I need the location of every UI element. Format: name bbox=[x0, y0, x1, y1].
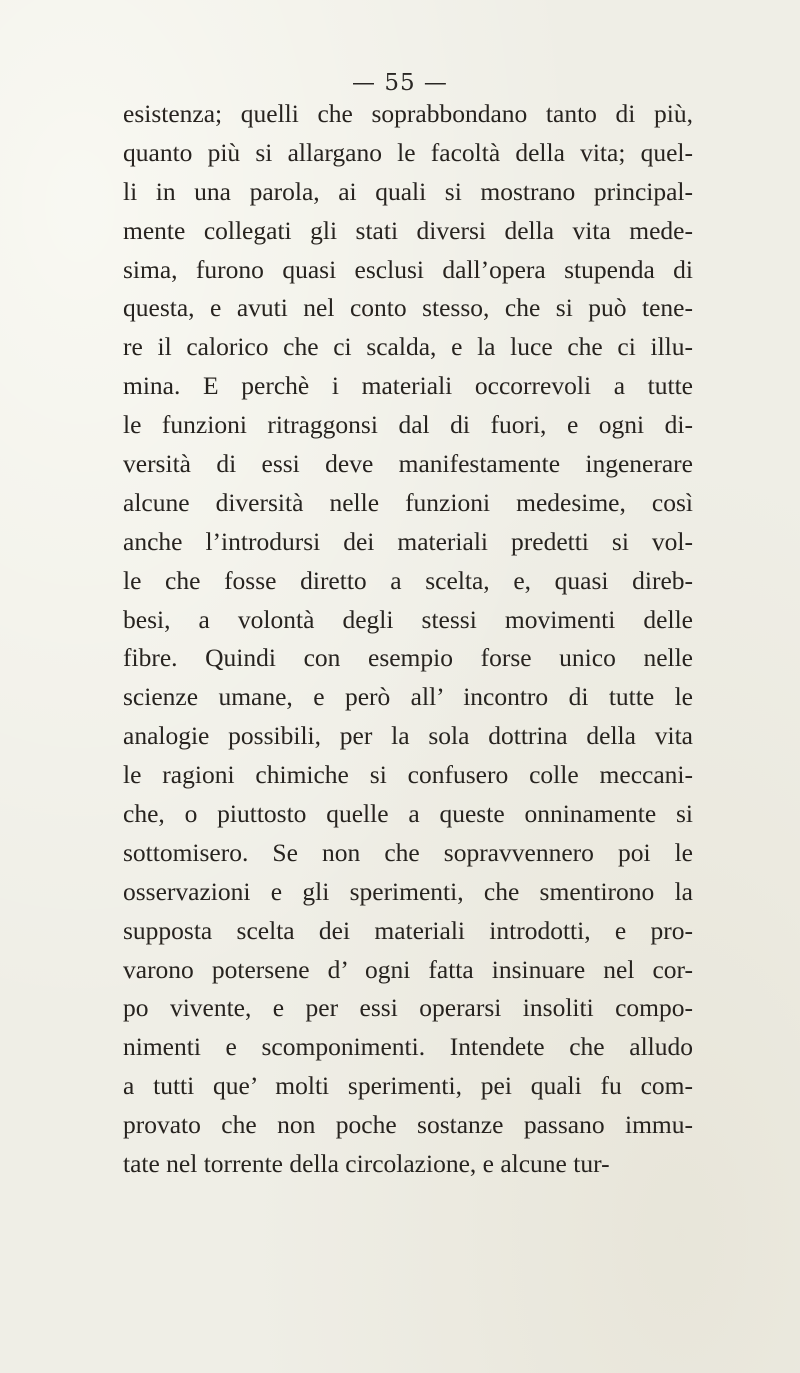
text-line: questa, e avuti nel conto stesso, che si può tene- bbox=[123, 293, 693, 323]
text-line: li in una parola, ai quali si mostrano principal- bbox=[123, 176, 693, 206]
text-line: mina. E perchè i materiali occorrevoli a tutte bbox=[123, 371, 693, 401]
text-line: mente collegati gli stati diversi della vita mede- bbox=[123, 215, 693, 245]
text-line: tate nel torrente della circolazione, e alcune tur- bbox=[123, 1149, 610, 1179]
text-line: varono potersene d’ ogni fatta insinuare nel cor- bbox=[123, 954, 693, 984]
text-line: alcune diversità nelle funzioni medesime, così bbox=[123, 487, 693, 517]
text-line: che, o piuttosto quelle a queste onninamente si bbox=[123, 799, 693, 829]
text-line: sima, furono quasi esclusi dall’opera stupenda di bbox=[123, 254, 693, 284]
text-line: le che fosse diretto a scelta, e, quasi direb- bbox=[123, 565, 693, 595]
text-line: sottomisero. Se non che sopravvennero poi le bbox=[123, 837, 693, 867]
text-line: osservazioni e gli sperimenti, che smentirono la bbox=[123, 876, 693, 906]
text-line: re il calorico che ci scalda, e la luce che ci illu- bbox=[123, 332, 693, 362]
text-line: quanto più si allargano le facoltà della vita; quel- bbox=[123, 137, 693, 167]
text-line: nimenti e scomponimenti. Intendete che alludo bbox=[123, 1032, 693, 1062]
text-line: versità di essi deve manifestamente ingenerare bbox=[123, 449, 693, 479]
text-line: provato che non poche sostanze passano immu- bbox=[123, 1110, 693, 1140]
text-line: anche l’introdursi dei materiali predetti si vol- bbox=[123, 526, 693, 556]
text-line: po vivente, e per essi operarsi insoliti compo- bbox=[123, 993, 693, 1023]
page-number: — 55 — bbox=[352, 70, 448, 96]
text-line: le ragioni chimiche si confusero colle meccani- bbox=[123, 760, 693, 790]
text-line: supposta scelta dei materiali introdotti, e pro- bbox=[123, 915, 693, 945]
body-text bbox=[123, 95, 693, 1184]
text-line: fibre. Quindi con esempio forse unico nelle bbox=[123, 643, 693, 673]
text-line: analogie possibili, per la sola dottrina della vita bbox=[123, 721, 693, 751]
text-line: scienze umane, e però all’ incontro di tutte le bbox=[123, 682, 693, 712]
text-line: a tutti que’ molti sperimenti, pei quali fu com- bbox=[123, 1071, 693, 1101]
text-line: le funzioni ritraggonsi dal di fuori, e ogni di- bbox=[123, 410, 693, 440]
text-line: esistenza; quelli che soprabbondano tanto di più, bbox=[123, 99, 693, 128]
text-line: besi, a volontà degli stessi movimenti delle bbox=[123, 604, 693, 634]
